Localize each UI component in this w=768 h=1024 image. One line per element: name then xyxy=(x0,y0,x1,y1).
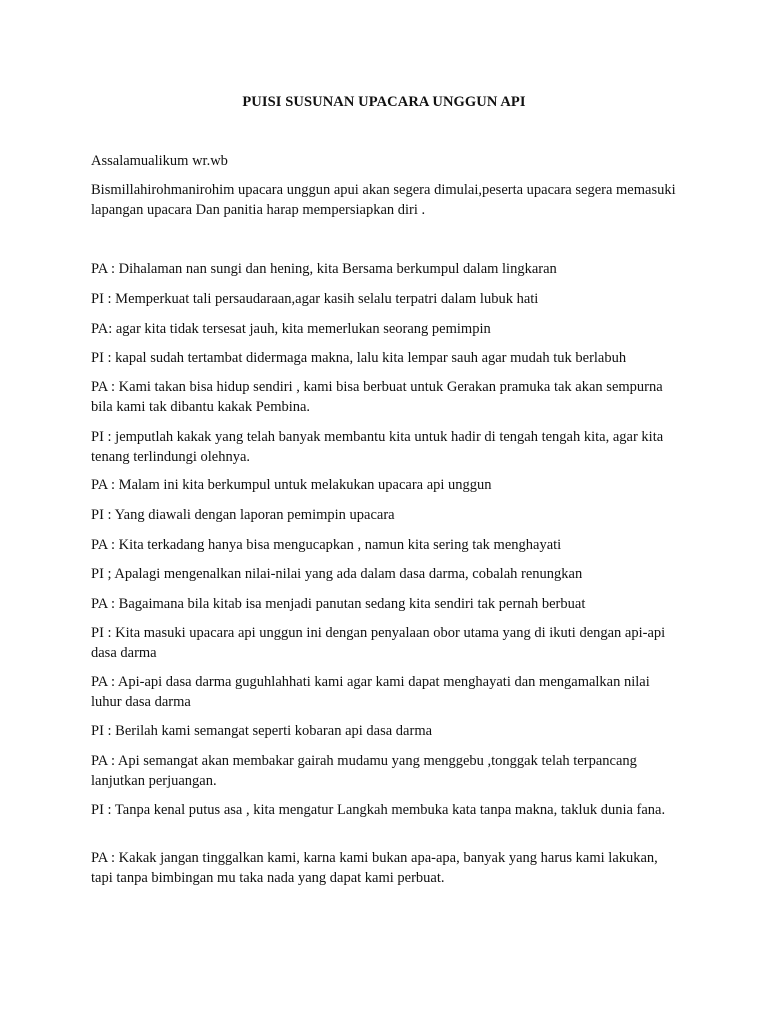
poem-line: PI : Yang diawali dengan laporan pemimpin upacara xyxy=(91,507,395,523)
poem-line: PA : Api-api dasa darma guguhlahhati kami agar kami dapat menghayati dan mengamalkan nilai luhur dasa darma xyxy=(91,674,650,710)
poem-line: PI ; Apalagi mengenalkan nilai-nilai yang ada dalam dasa darma, cobalah renungkan xyxy=(91,566,583,582)
greeting-line: Assalamualikum wr.wb xyxy=(91,153,228,169)
document-title: PUISI SUSUNAN UPACARA UNGGUN API xyxy=(242,94,526,110)
poem-line: PA : Api semangat akan membakar gairah mudamu yang menggebu ,tonggak telah terpancang lanjutkan perjuangan. xyxy=(91,753,637,789)
poem-line: PA : Dihalaman nan sungi dan hening, kita Bersama berkumpul dalam lingkaran xyxy=(91,261,557,277)
poem-line: PA : Malam ini kita berkumpul untuk melakukan upacara api unggun xyxy=(91,477,492,493)
poem-line: PI : Tanpa kenal putus asa , kita mengatur Langkah membuka kata tanpa makna, takluk dunia fana. xyxy=(91,802,666,818)
poem-line: PI : Memperkuat tali persaudaraan,agar kasih selalu terpatri dalam lubuk hati xyxy=(91,291,539,307)
poem-line: PA : Bagaimana bila kitab isa menjadi panutan sedang kita sendiri tak pernah berbuat xyxy=(91,596,586,612)
intro-paragraph: Bismillahirohmanirohim upacara unggun apui akan segera dimulai,peserta upacara segera memasuki lapangan upacara Dan panitia harap mempersiapkan diri . xyxy=(91,182,676,218)
poem-line: PI : jemputlah kakak yang telah banyak membantu kita untuk hadir di tengah tengah kita, agar kita tenang terlindungi olehnya. xyxy=(91,429,664,465)
poem-line: PA: agar kita tidak tersesat jauh, kita memerlukan seorang pemimpin xyxy=(91,321,491,337)
poem-line: PI : Kita masuki upacara api unggun ini dengan penyalaan obor utama yang di ikuti dengan api-api dasa darma xyxy=(91,625,666,661)
poem-line: PA : Kami takan bisa hidup sendiri , kami bisa berbuat untuk Gerakan pramuka tak akan sempurna bila kami tak dibantu kakak Pembina. xyxy=(91,379,663,415)
poem-line: PI : Berilah kami semangat seperti kobaran api dasa darma xyxy=(91,723,433,739)
poem-line: PA : Kita terkadang hanya bisa mengucapkan , namun kita sering tak menghayati xyxy=(91,537,562,553)
poem-line: PA : Kakak jangan tinggalkan kami, karna kami bukan apa-apa, banyak yang harus kami lakukan, tapi tanpa bimbingan mu taka nada yang dapat kami perbuat. xyxy=(91,850,658,886)
poem-line: PI : kapal sudah tertambat didermaga makna, lalu kita lempar sauh agar mudah tuk berlabuh xyxy=(91,350,627,366)
